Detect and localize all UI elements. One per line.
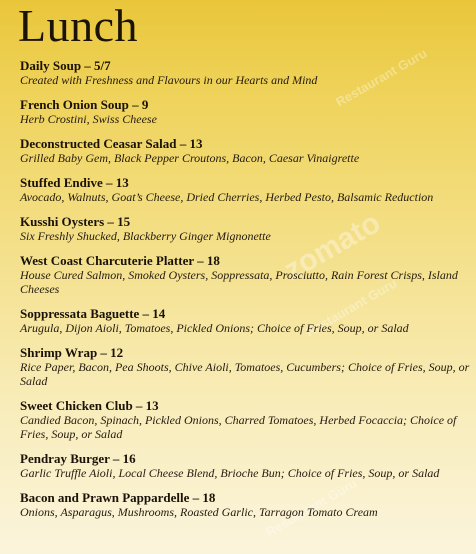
item-description: Herb Crostini, Swiss Cheese [20,112,157,126]
watermark-zomato: zomato [278,206,386,288]
menu-item [20,306,472,335]
item-description: Six Freshly Shucked, Blackberry Ginger Mignonette [20,229,271,243]
item-description: Garlic Truffle Aioli, Local Cheese Blend, Brioche Bun; Choice of Fries, Soup, or Salad [20,466,440,480]
menu-list [20,58,472,529]
item-description: Onions, Asparagus, Mushrooms, Roasted Garlic, Tarragon Tomato Cream [20,505,378,519]
item-description: Rice Paper, Bacon, Pea Shoots, Chive Aioli, Tomatoes, Cucumbers; Choice of Fries, Soup, or Salad [20,360,470,388]
menu-item [20,490,472,519]
item-name: Pendray Burger – 16 [20,451,136,466]
watermark-restaurant-guru: Restaurant Guru [333,45,430,110]
item-name: Deconstructed Ceasar Salad – 13 [20,136,203,151]
menu-item [20,175,472,204]
menu-item [20,136,472,165]
item-name: West Coast Charcuterie Platter – 18 [20,253,220,268]
item-name: Kusshi Oysters – 15 [20,214,131,229]
item-description: House Cured Salmon, Smoked Oysters, Soppressata, Prosciutto, Rain Forest Crisps, Island Cheeses [20,268,458,296]
menu-item [20,253,472,296]
menu-item [20,214,472,243]
item-description: Arugula, Dijon Aioli, Tomatoes, Pickled Onions; Choice of Fries, Soup, or Salad [20,321,409,335]
item-name: Bacon and Prawn Pappardelle – 18 [20,490,216,505]
watermark-restaurant-guru: Restaurant Guru [263,475,360,540]
item-name: Sweet Chicken Club – 13 [20,398,159,413]
item-name: French Onion Soup – 9 [20,97,149,112]
item-description: Avocado, Walnuts, Goat’s Cheese, Dried Cherries, Herbed Pesto, Balsamic Reduction [20,190,434,204]
item-description: Candied Bacon, Spinach, Pickled Onions, Charred Tomatoes, Herbed Focaccia; Choice of Fries, Soup, or Salad [20,413,457,441]
item-description: Grilled Baby Gem, Black Pepper Croutons, Bacon, Caesar Vinaigrette [20,151,360,165]
item-name: Shrimp Wrap – 12 [20,345,124,360]
menu-item [20,97,472,126]
watermark-restaurant-guru: Restaurant Guru [303,275,400,340]
menu-item [20,398,472,441]
item-name: Stuffed Endive – 13 [20,175,129,190]
item-name: Daily Soup – 5/7 [20,58,111,73]
menu-item [20,345,472,388]
item-description: Created with Freshness and Flavours in our Hearts and Mind [20,73,318,87]
menu-item [20,451,472,480]
item-name: Soppressata Baguette – 14 [20,306,166,321]
page-title: Lunch [18,0,139,51]
menu-item [20,58,472,87]
